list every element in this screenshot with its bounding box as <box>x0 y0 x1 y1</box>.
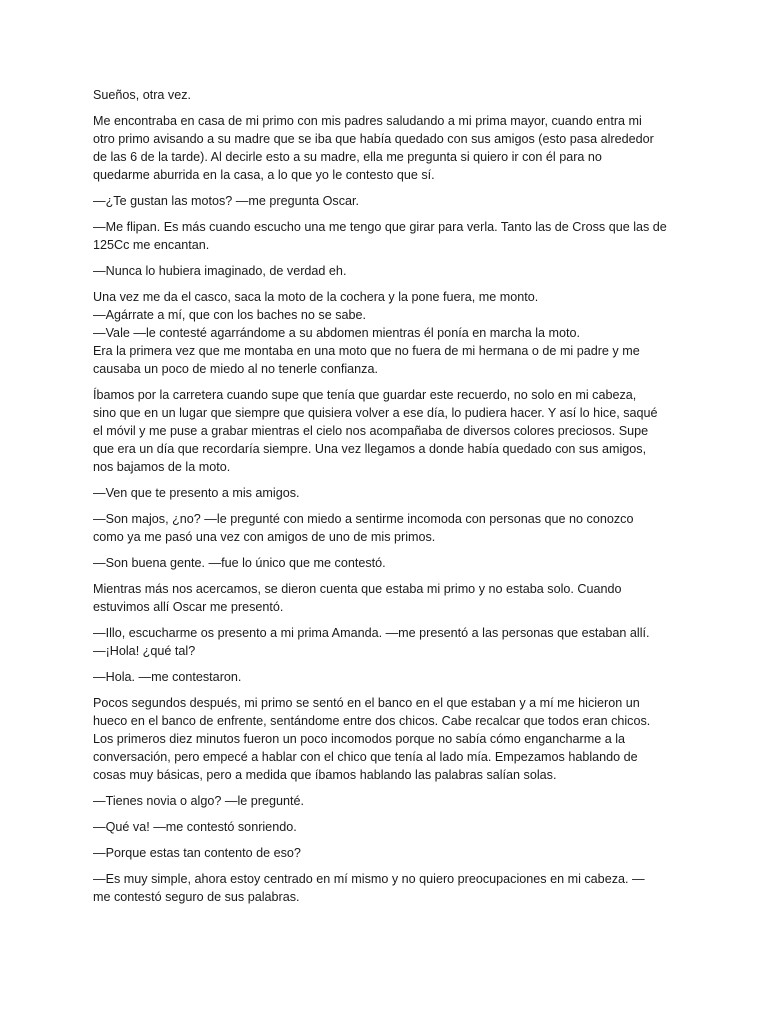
text-line: Sueños, otra vez. <box>93 88 192 102</box>
paragraph <box>93 262 683 280</box>
paragraph <box>93 192 683 210</box>
text-line: como ya me pasó una vez con amigos de uno de mis primos. <box>93 530 436 544</box>
paragraph <box>93 792 683 810</box>
text-line: otro primo avisando a su madre que se iba que había quedado con sus amigos (esto pasa alrededor <box>93 132 654 146</box>
text-line: 125Cc me encantan. <box>93 238 210 252</box>
paragraph <box>93 484 683 502</box>
text-line: Los primeros diez minutos fueron un poco incomodos porque no sabía cómo engancharme a la <box>93 732 626 746</box>
paragraph <box>93 554 683 572</box>
text-line: Una vez me da el casco, saca la moto de la cochera y la pone fuera, me monto. <box>93 290 539 304</box>
text-line: Mientras más nos acercamos, se dieron cuenta que estaba mi primo y no estaba solo. Cuando <box>93 582 622 596</box>
paragraph <box>93 818 683 836</box>
text-line: —Vale —le contesté agarrándome a su abdomen mientras él ponía en marcha la moto. <box>93 326 580 340</box>
text-line: estuvimos allí Oscar me presentó. <box>93 600 284 614</box>
text-line: hueco en el banco de enfrente, sentándome entre dos chicos. Cabe recalcar que todos eran chicos. <box>93 714 651 728</box>
text-line: —Nunca lo hubiera imaginado, de verdad eh. <box>93 264 347 278</box>
paragraph-title <box>93 86 683 104</box>
text-line: me contestó seguro de sus palabras. <box>93 890 300 904</box>
text-line: que era un día que recordaría siempre. Una vez llegamos a donde había quedado con sus amigos, <box>93 442 647 456</box>
text-line: —Son majos, ¿no? —le pregunté con miedo a sentirme incomoda con personas que no conozco <box>93 512 634 526</box>
paragraph <box>93 288 683 378</box>
text-line: Íbamos por la carretera cuando supe que tenía que guardar este recuerdo, no solo en mi cabeza, <box>93 388 637 402</box>
paragraph <box>93 510 683 546</box>
text-line: causaba un poco de miedo al no tenerle confianza. <box>93 362 378 376</box>
text-line: nos bajamos de la moto. <box>93 460 231 474</box>
text-line: —Agárrate a mí, que con los baches no se sabe. <box>93 308 367 322</box>
text-line: de las 6 de la tarde). Al decirle esto a su madre, ella me pregunta si quiero ir con él para no <box>93 150 602 164</box>
text-line: Pocos segundos después, mi primo se sentó en el banco en el que estaban y a mí me hicieron un <box>93 696 640 710</box>
paragraph <box>93 668 683 686</box>
text-line: —Tienes novia o algo? —le pregunté. <box>93 794 304 808</box>
text-line: —Ven que te presento a mis amigos. <box>93 486 300 500</box>
text-line: cosas muy básicas, pero a medida que íbamos hablando las palabras salían solas. <box>93 768 557 782</box>
text-line: quedarme aburrida en la casa, a lo que yo le contesto que sí. <box>93 168 435 182</box>
text-line: —¡Hola! ¿qué tal? <box>93 644 196 658</box>
text-line: —¿Te gustan las motos? —me pregunta Oscar. <box>93 194 359 208</box>
text-line: sino que en un lugar que siempre que quisiera volver a ese día, lo pudiera hacer. Y así lo hice, saqué <box>93 406 658 420</box>
paragraph <box>93 694 683 784</box>
text-line: el móvil y me puse a grabar mientras el cielo nos acompañaba de diversos colores preciosos. Supe <box>93 424 649 438</box>
text-line: —Son buena gente. —fue lo único que me contestó. <box>93 556 386 570</box>
paragraph <box>93 870 683 906</box>
paragraph <box>93 844 683 862</box>
document-page <box>93 86 683 914</box>
paragraph <box>93 580 683 616</box>
paragraph <box>93 624 683 660</box>
text-line: —Illo, escucharme os presento a mi prima Amanda. —me presentó a las personas que estaban allí. <box>93 626 650 640</box>
paragraph <box>93 386 683 476</box>
text-line: —Me flipan. Es más cuando escucho una me tengo que girar para verla. Tanto las de Cross que las de <box>93 220 667 234</box>
paragraph <box>93 218 683 254</box>
text-line: Me encontraba en casa de mi primo con mis padres saludando a mi prima mayor, cuando entra mi <box>93 114 642 128</box>
text-line: —Qué va! —me contestó sonriendo. <box>93 820 297 834</box>
text-line: —Es muy simple, ahora estoy centrado en mí mismo y no quiero preocupaciones en mi cabeza. — <box>93 872 645 886</box>
text-line: conversación, pero empecé a hablar con el chico que tenía al lado mía. Empezamos hablando de <box>93 750 638 764</box>
text-line: Era la primera vez que me montaba en una moto que no fuera de mi hermana o de mi padre y me <box>93 344 640 358</box>
text-line: —Hola. —me contestaron. <box>93 670 242 684</box>
text-line: —Porque estas tan contento de eso? <box>93 846 301 860</box>
paragraph <box>93 112 683 184</box>
